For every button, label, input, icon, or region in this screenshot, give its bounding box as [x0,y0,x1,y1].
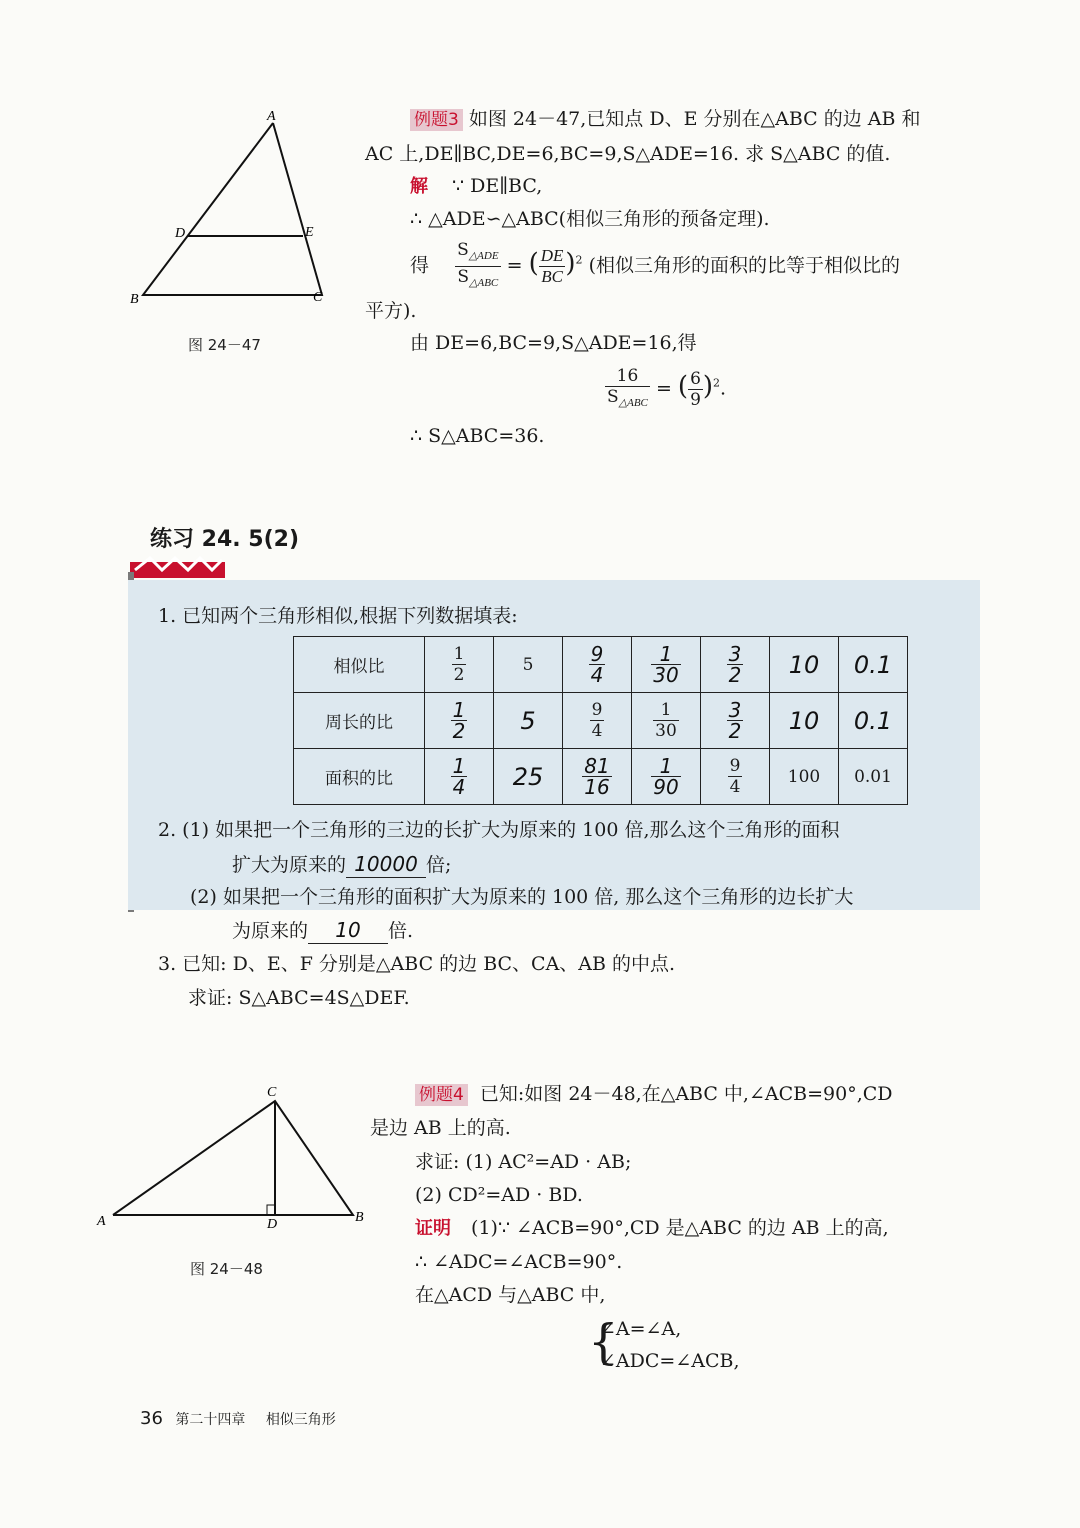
table-row [294,637,908,693]
figure-24-47 [125,105,340,315]
example4-p5: ∠ADC=∠ACB, [600,1350,740,1372]
table-cell: 100 [770,749,839,805]
example4-p3: 在△ACD 与△ABC 中, [415,1284,606,1306]
figure-caption: 图 24－48 [190,1260,263,1278]
practice-q1: 1. 已知两个三角形相似,根据下列数据填表: [158,605,518,627]
svg-text:B: B [130,292,139,307]
practice-q2-2b: 为原来的 10 倍. [232,918,414,942]
example3-line2: AC 上,DE∥BC,DE=6,BC=9,S△ADE=16. 求 S△ABC 的值. [365,143,891,165]
practice-q2-1a: 2. (1) 如果把一个三角形的三边的长扩大为原来的 100 倍,那么这个三角形的面积 [158,819,840,841]
table-cell: $\frac{3}{2}$ [701,637,770,693]
example3-step3-cont: 平方). [365,300,417,322]
proof-label: 证明 [415,1218,451,1239]
example4-p4: ∠A=∠A, [600,1318,682,1340]
example3-step3: 得 $\frac{S_{\triangle ADE}}{S_{\triangle ABC}}$ = ( $\frac{DE}{BC}$ )$^2$ (相似三角形的面积的比等于相似比的 [410,240,901,289]
table-cell: $\frac{9}{4}$ [563,693,632,749]
table-cell: 5 [494,693,563,749]
table-cell: $\frac{1}{90}$ [632,749,701,805]
example3-step5: $\frac{16}{S_{\triangle ABC}}$ = ( $\frac{6}{9}$ )$^2$. [607,366,727,410]
svg-text:A: A [267,109,276,124]
example-tag: 例题3 [410,109,463,131]
table-cell: $\frac{3}{2}$ [701,693,770,749]
example4-p1: 证明 (1)∵ ∠ACB=90°,CD 是△ABC 的边 AB 上的高, [415,1217,889,1239]
row-header: 周长的比 [294,693,425,749]
practice-q2-1b: 扩大为原来的 10000 倍; [232,852,452,876]
chapter-title: 相似三角形 [265,1412,336,1428]
table-cell: 0.1 [839,693,908,749]
example4-p2: ∴ ∠ADC=∠ACB=90°. [415,1251,623,1273]
practice-q3b: 求证: S△ABC=4S△DEF. [188,987,410,1009]
example3-step6: ∴ S△ABC=36. [410,425,545,447]
table-cell: 10 [770,693,839,749]
table-cell: $\frac{1}{4}$ [425,749,494,805]
chapter-name: 第二十四章 [175,1412,246,1428]
answer-blank[interactable]: 10 [308,917,388,944]
example4-prove2: (2) CD²=AD · BD. [415,1184,583,1206]
page-number: 36 [140,1408,163,1429]
answer-blank[interactable]: 10000 [346,851,426,878]
example-tag: 例题4 [415,1084,468,1106]
table-cell: 0.1 [839,637,908,693]
page-footer [140,1408,336,1429]
brace: { [588,1314,619,1370]
table-row [294,749,908,805]
solve-label: 解 [410,176,428,197]
similarity-table [293,636,908,805]
svg-text:B: B [355,1210,364,1225]
table-cell: $\frac{1}{2}$ [425,637,494,693]
practice-q3a: 3. 已知: D、E、F 分别是△ABC 的边 BC、CA、AB 的中点. [158,953,676,975]
figure-caption: 图 24－47 [188,336,261,354]
svg-text:C: C [313,290,323,305]
svg-text:D: D [175,226,186,241]
table-cell: $\frac{1}{30}$ [632,637,701,693]
practice-q2-2a: (2) 如果把一个三角形的面积扩大为原来的 100 倍, 那么这个三角形的边长扩大 [190,886,854,908]
table-cell: $\frac{1}{30}$ [632,693,701,749]
example3-line1: 例题3 如图 24－47,已知点 D、E 分别在△ABC 的边 AB 和 [410,106,920,133]
example3-step4: 由 DE=6,BC=9,S△ADE=16,得 [410,332,697,354]
table-cell: $\frac{1}{2}$ [425,693,494,749]
figure-24-48 [95,1083,375,1233]
practice-title: 练习 24. 5(2) [150,527,300,552]
table-cell: $\frac{81}{16}$ [563,749,632,805]
table-row [294,693,908,749]
table-cell: 10 [770,637,839,693]
svg-text:E: E [305,225,314,240]
table-cell: $\frac{9}{4}$ [563,637,632,693]
row-header: 面积的比 [294,749,425,805]
table-cell: 5 [494,637,563,693]
row-header: 相似比 [294,637,425,693]
example4-line2: 是边 AB 上的高. [370,1117,511,1139]
example3-step1: 解 ∵ DE∥BC, [410,175,543,197]
zigzag-decoration [130,552,225,578]
table-cell: 25 [494,749,563,805]
svg-text:D: D [267,1217,278,1232]
svg-text:A: A [97,1214,106,1229]
example4-line1: 例题4 已知:如图 24－48,在△ABC 中,∠ACB=90°,CD [415,1081,893,1108]
svg-text:C: C [267,1085,277,1100]
table-cell: 0.01 [839,749,908,805]
example4-prove1: 求证: (1) AC²=AD · AB; [415,1151,632,1173]
example3-step2: ∴ △ADE∽△ABC(相似三角形的预备定理). [410,208,770,230]
table-cell: $\frac{9}{4}$ [701,749,770,805]
